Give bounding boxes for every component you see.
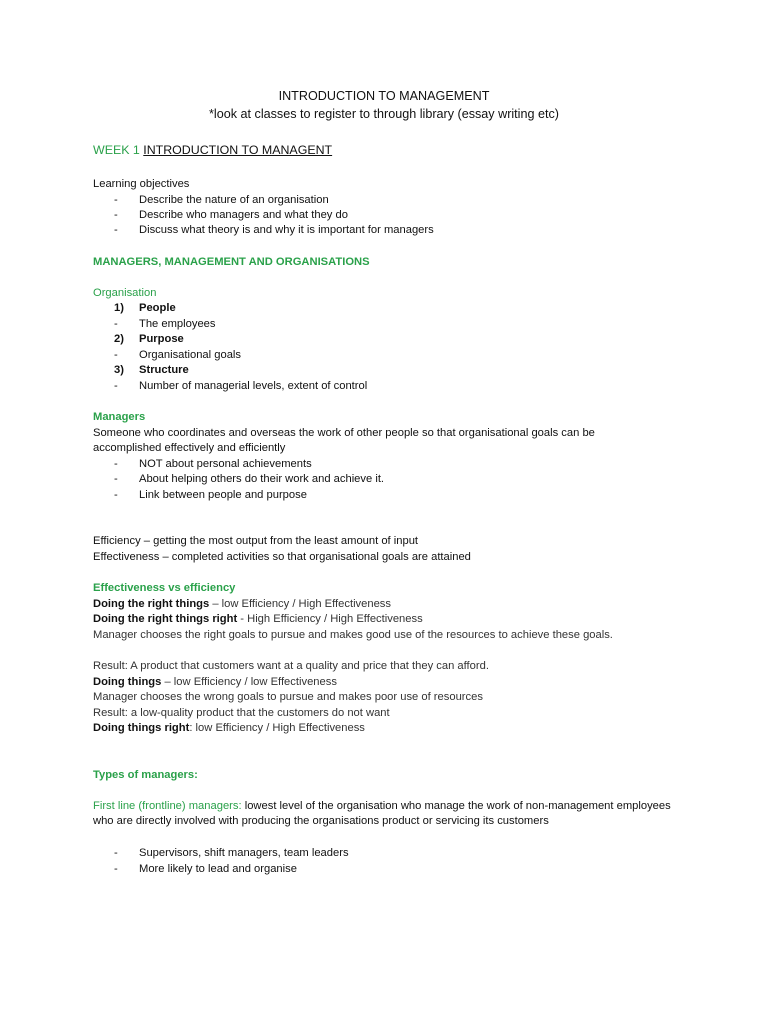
efficiency-definition: Efficiency – getting the most output from the least amount of input <box>93 535 419 547</box>
eve-line: Doing things – low Efficiency / low Effectiveness <box>93 676 337 688</box>
week-title: INTRODUCTION TO MANAGENT <box>143 143 333 157</box>
list-item: - About helping others do their work and achieve it. <box>114 473 385 485</box>
first-line-managers: First line (frontline) managers: lowest level of the organisation who manage the work of non-management employees who are directly involved with producing the organisations product or servicing its customers <box>93 800 671 827</box>
bullet-dash: - <box>114 224 118 236</box>
numbered-item: 1) People <box>114 302 176 314</box>
bullet-dash: - <box>114 473 118 485</box>
bullet-dash: - <box>114 194 118 206</box>
doc-subtitle: *look at classes to register to through library (essay writing etc) <box>209 107 559 121</box>
list-item: - Supervisors, shift managers, team leaders <box>114 847 349 859</box>
eve-line: Manager chooses the wrong goals to pursue and makes poor use of resources <box>93 691 483 703</box>
list-item: - Discuss what theory is and why it is important for managers <box>114 224 434 236</box>
bullet-dash: - <box>114 318 118 330</box>
numbered-item: 2) Purpose <box>114 333 184 345</box>
bullet-dash: - <box>114 349 118 361</box>
list-item: - NOT about personal achievements <box>114 458 312 470</box>
eve-line: Result: a low-quality product that the customers do not want <box>93 707 390 719</box>
eve-line: Doing things right: low Efficiency / High Effectiveness <box>93 722 365 734</box>
section-heading: MANAGERS, MANAGEMENT AND ORGANISATIONS <box>93 256 370 268</box>
bullet-dash: - <box>114 380 118 392</box>
learning-objectives-heading: Learning objectives <box>93 178 190 190</box>
bullet-dash: - <box>114 847 118 859</box>
effectiveness-definition: Effectiveness – completed activities so that organisational goals are attained <box>93 551 471 563</box>
week-label: WEEK 1 <box>93 143 144 157</box>
bullet-dash: - <box>114 863 118 875</box>
list-item: - Describe who managers and what they do <box>114 209 348 221</box>
numbered-item: 3) Structure <box>114 364 189 376</box>
list-item: - Number of managerial levels, extent of control <box>114 380 368 392</box>
eve-line: Manager chooses the right goals to pursue and makes good use of the resources to achieve these goals. <box>93 629 613 641</box>
bullet-dash: - <box>114 458 118 470</box>
eve-line: Doing the right things – low Efficiency / High Effectiveness <box>93 598 391 610</box>
list-item: - Link between people and purpose <box>114 489 307 501</box>
list-item: - More likely to lead and organise <box>114 863 297 875</box>
doc-title: INTRODUCTION TO MANAGEMENT <box>278 89 490 103</box>
list-item: - The employees <box>114 318 216 330</box>
list-item: - Organisational goals <box>114 349 241 361</box>
bullet-dash: - <box>114 489 118 501</box>
eve-line: Result: A product that customers want at a quality and price that they can afford. <box>93 660 489 672</box>
list-item: - Describe the nature of an organisation <box>114 194 329 206</box>
types-heading: Types of managers: <box>93 769 198 781</box>
eve-line: Doing the right things right - High Efficiency / High Effectiveness <box>93 613 423 625</box>
organisation-heading: Organisation <box>93 287 157 299</box>
bullet-dash: - <box>114 209 118 221</box>
week-heading <box>93 143 683 158</box>
eve-heading: Effectiveness vs efficiency <box>93 582 236 594</box>
managers-heading: Managers <box>93 411 146 423</box>
managers-definition: Someone who coordinates and overseas the work of other people so that organisational goals can be accomplished effectively and efficiently <box>93 427 595 454</box>
